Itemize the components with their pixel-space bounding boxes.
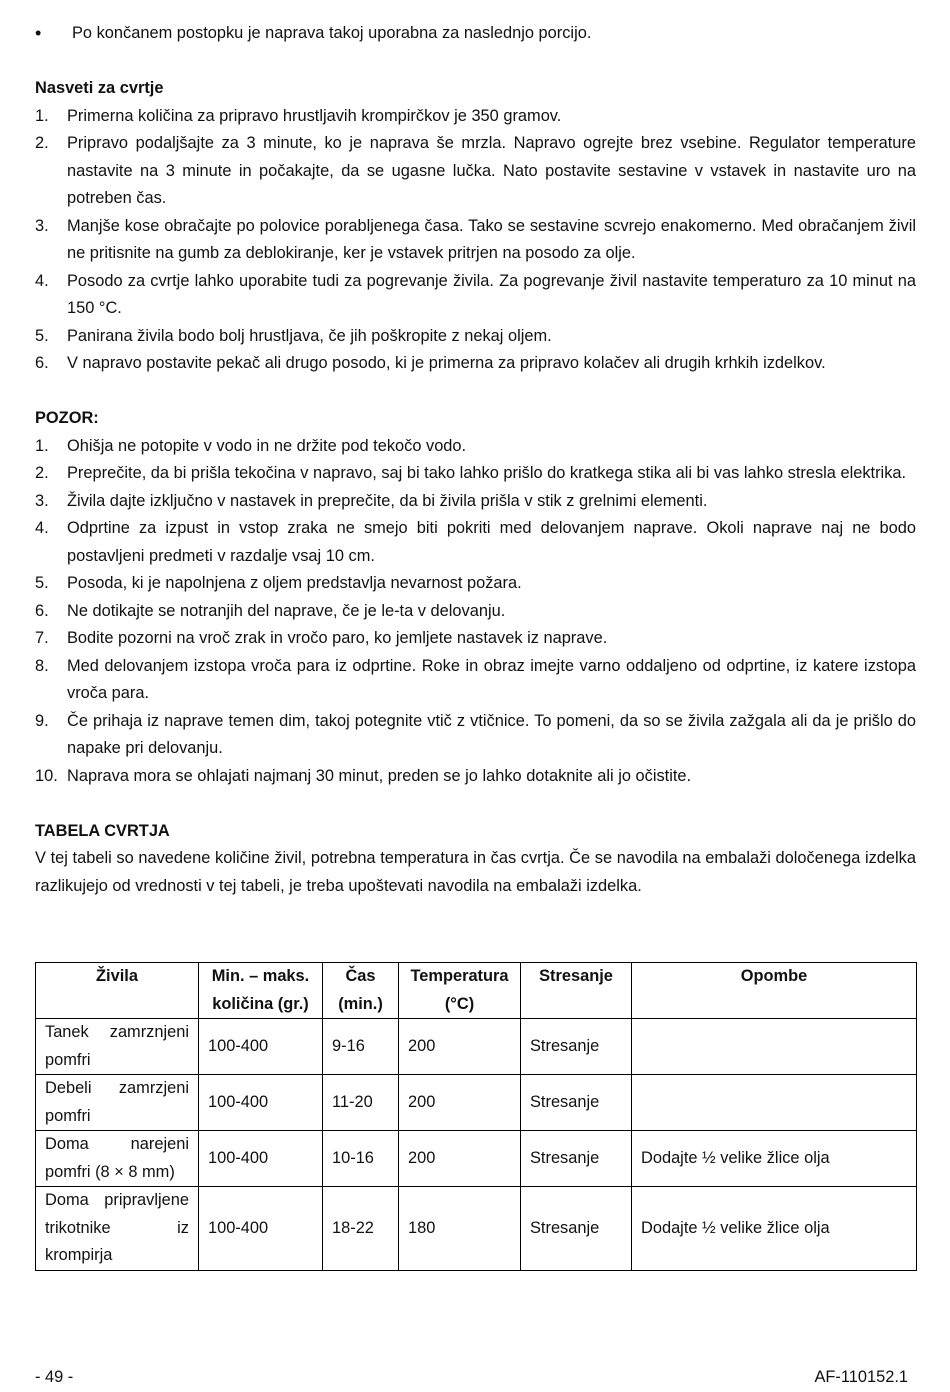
document-page [35, 20, 935, 900]
list-item: 1. Ohišja ne potopite v vodo in ne držite pod tekočo vodo. [35, 436, 467, 455]
cell-shaking: Stresanje [521, 1019, 632, 1075]
cell-temperature: 200 [399, 1075, 521, 1131]
header-shaking: Stresanje [521, 963, 632, 1019]
cell-shaking: Stresanje [521, 1131, 632, 1187]
list-item: 3. Živila dajte izključno v nastavek in preprečite, da bi živila prišla v stik z grelnimi elementi. [35, 491, 708, 510]
table-row [36, 1019, 917, 1075]
header-time: Čas (min.) [323, 963, 399, 1019]
cell-food: Tanek zamrznjeni pomfri [36, 1019, 199, 1075]
bullet-icon [35, 20, 45, 49]
cell-shaking: Stresanje [521, 1187, 632, 1271]
cell-quantity: 100-400 [199, 1019, 323, 1075]
list-item: 10. Naprava mora se ohlajati najmanj 30 minut, preden se jo lahko dotaknite ali jo očistite. [35, 766, 692, 785]
list-item: 5. Panirana živila bodo bolj hrustljava, če jih poškropite z nekaj oljem. [35, 326, 552, 345]
page-number: - 49 - [35, 1368, 74, 1386]
header-notes: Opombe [632, 963, 917, 1019]
list-item: 3. Manjše kose obračajte po polovice porabljenega časa. Tako se sestavine scvrejo enakomerno. Med obračanjem živil ne pritisnite na gumb za deblokiranje, ker je vstavek pritrjen na posodo za olje. [35, 216, 916, 262]
header-food: Živila [36, 963, 199, 1019]
tips-list [35, 103, 935, 378]
cell-temperature: 180 [399, 1187, 521, 1271]
cell-notes: Dodajte ½ velike žlice olja [632, 1131, 917, 1187]
intro-bullet-text: Po končanem postopku je naprava takoj uporabna za naslednjo porcijo. [72, 24, 592, 42]
cell-quantity: 100-400 [199, 1075, 323, 1131]
cell-notes [632, 1075, 917, 1131]
frying-table [35, 962, 917, 1271]
list-item: 6. Ne dotikajte se notranjih del naprave, če je le-ta v delovanju. [35, 601, 506, 620]
header-quantity: Min. – maks. količina (gr.) [199, 963, 323, 1019]
warning-list [35, 433, 916, 791]
header-temperature: Temperatura (°C) [399, 963, 521, 1019]
table-header-row [36, 963, 917, 1019]
cell-quantity: 100-400 [199, 1131, 323, 1187]
table-description: V tej tabeli so navedene količine živil, potrebna temperatura in čas cvrtja. Če se navodila na embalaži določenega izdelka razlikujejo od vrednosti v tej tabeli, je treba upoštevati navodila na embalaži izdelka. [35, 849, 916, 895]
cell-time: 9-16 [323, 1019, 399, 1075]
list-item: 9. Če prihaja iz naprave temen dim, takoj potegnite vtič z vtičnice. To pomeni, da so se živila zažgala ali da je prišlo do napake pri delovanju. [35, 711, 916, 757]
table-row [36, 1131, 917, 1187]
table-heading: TABELA CVRTJA [35, 821, 170, 840]
list-item: 6. V napravo postavite pekač ali drugo posodo, ki je primerna za pripravo kolačev ali drugih krhkih izdelkov. [35, 354, 826, 372]
cell-shaking: Stresanje [521, 1075, 632, 1131]
cell-notes [632, 1019, 917, 1075]
cell-temperature: 200 [399, 1019, 521, 1075]
document-code: AF-110152.1 [814, 1368, 908, 1386]
cell-quantity: 100-400 [199, 1187, 323, 1271]
table-row [36, 1075, 917, 1131]
list-item: 7. Bodite pozorni na vroč zrak in vročo paro, ko jemljete nastavek iz naprave. [35, 629, 608, 647]
list-item: 1. Primerna količina za pripravo hrustljavih krompirčkov je 350 gramov. [35, 106, 562, 125]
list-item: 2. Preprečite, da bi prišla tekočina v napravo, saj bi tako lahko prišlo do kratkega stika ali bi vas lahko stresla elektrika. [35, 464, 907, 482]
cell-food: Doma narejeni pomfri (8 × 8 mm) [36, 1131, 199, 1187]
cell-temperature: 200 [399, 1131, 521, 1187]
cell-time: 10-16 [323, 1131, 399, 1187]
list-item: 5. Posoda, ki je napolnjena z oljem predstavlja nevarnost požara. [35, 574, 522, 592]
list-item: 4. Posodo za cvrtje lahko uporabite tudi za pogrevanje živila. Za pogrevanje živil nastavite temperaturo za 10 minut na 150 °C. [35, 271, 935, 317]
warning-heading: POZOR: [35, 409, 99, 427]
table-row [36, 1187, 917, 1271]
cell-time: 11-20 [323, 1075, 399, 1131]
cell-notes: Dodajte ½ velike žlice olja [632, 1187, 917, 1271]
tips-heading: Nasveti za cvrtje [35, 79, 164, 97]
cell-food: Doma pripravljene trikotnike iz krompirja [36, 1187, 199, 1271]
intro-bullet [35, 20, 916, 48]
cell-food: Debeli zamrzjeni pomfri [36, 1075, 199, 1131]
cell-time: 18-22 [323, 1187, 399, 1271]
list-item: 2. Pripravo podaljšajte za 3 minute, ko je naprava še mrzla. Napravo ogrejte brez vsebine. Regulator temperature nastavite na 3 minute in počakajte, da se ugasne lučka. Nato postavite sestavine v vstavek in nastavite uro na potreben čas. [35, 134, 916, 207]
list-item: 8. Med delovanjem izstopa vroča para iz odprtine. Roke in obraz imejte varno oddaljeno od odprtine, iz katere izstopa vroča para. [35, 656, 916, 702]
list-item: 4. Odprtine za izpust in vstop zraka ne smejo biti pokriti med delovanjem naprave. Okoli naprave naj ne bodo postavljeni predmeti v razdalje vsaj 10 cm. [35, 519, 916, 565]
